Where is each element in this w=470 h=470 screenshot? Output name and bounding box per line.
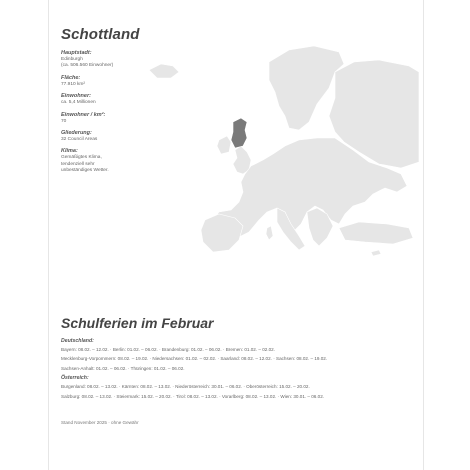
iberia-shape [201, 214, 243, 252]
fact-structure [61, 130, 171, 143]
fact-density [61, 112, 171, 125]
region-line: Salzburg: 08.02. – 13.02. · Steiermark: 15.02. – 20.02. · Tirol: 08.02. – 13.02. · Vorarlberg: 08.02. – 13.02. · Wien: 30.01. – 06.02. [61, 393, 325, 399]
region-line: Burgenland: 08.02. – 13.02. · Kärnten: 08.02. – 13.02. · Niederösterreich: 30.01. – 06.02. · Oberösterreich: 15.02. – 20.02. [61, 384, 310, 390]
fact-value: unbeständiges Wetter. [61, 168, 109, 174]
cyprus-shape [371, 250, 381, 256]
fact-value: tendenziell sehr [61, 161, 95, 167]
island-shape [266, 226, 273, 240]
fact-climate [61, 148, 171, 174]
turkey-shape [339, 222, 413, 244]
fact-value: Gemäßigtes Klima, [61, 155, 102, 161]
fact-label: Einwohner: [61, 93, 91, 100]
fact-label: Gliederung: [61, 130, 92, 137]
ireland-shape [217, 136, 231, 154]
region-label-austria: Österreich: [61, 375, 89, 382]
country-title: Schottland [61, 26, 140, 43]
fact-label: Klima: [61, 148, 78, 155]
calendar-page [49, 0, 423, 470]
fact-value: Edinburgh [61, 57, 83, 62]
country-facts [61, 50, 171, 180]
fact-label: Einwohner / km²: [61, 111, 106, 118]
region-line: Bayern: 08.02. – 12.02. · Berlin: 01.02. – 06.02. · Brandenburg: 01.02. – 06.02. · Bremen: 01.02. – 02.02. [61, 347, 276, 352]
region-line: Sachsen-Anhalt: 01.02. – 06.02. · Thüringen: 01.02. – 06.02. [61, 365, 185, 371]
footer-note: Stand November 2025 · ohne Gewähr [61, 420, 139, 425]
region-label-germany: Deutschland: [61, 338, 94, 344]
fact-area [61, 75, 171, 88]
region-line: Mecklenburg-Vorpommern: 08.02. – 19.02. · Niedersachsen: 01.02. – 02.02. · Saarland: 08.02. – 12.02. · Sachsen: 08.02. – 19.02. [61, 356, 328, 362]
europe-map-graphic [139, 42, 419, 260]
fact-capital [61, 50, 171, 70]
fact-population [61, 93, 171, 106]
fact-value: ca. 5,4 Millionen [61, 100, 96, 106]
holiday-list [61, 336, 421, 401]
fact-label: Fläche: [61, 74, 81, 81]
europe-map [139, 42, 419, 260]
fact-value: 70 [61, 118, 67, 124]
fact-label: Hauptstadt: [61, 50, 92, 56]
holiday-title: Schulferien im Februar [61, 315, 214, 331]
fact-value: (ca. 506.560 Einwohner) [61, 63, 114, 69]
fact-value: 32 Council Areas [61, 137, 98, 143]
scotland-highlight [231, 118, 247, 148]
fact-value: 77.910 km² [61, 81, 85, 87]
